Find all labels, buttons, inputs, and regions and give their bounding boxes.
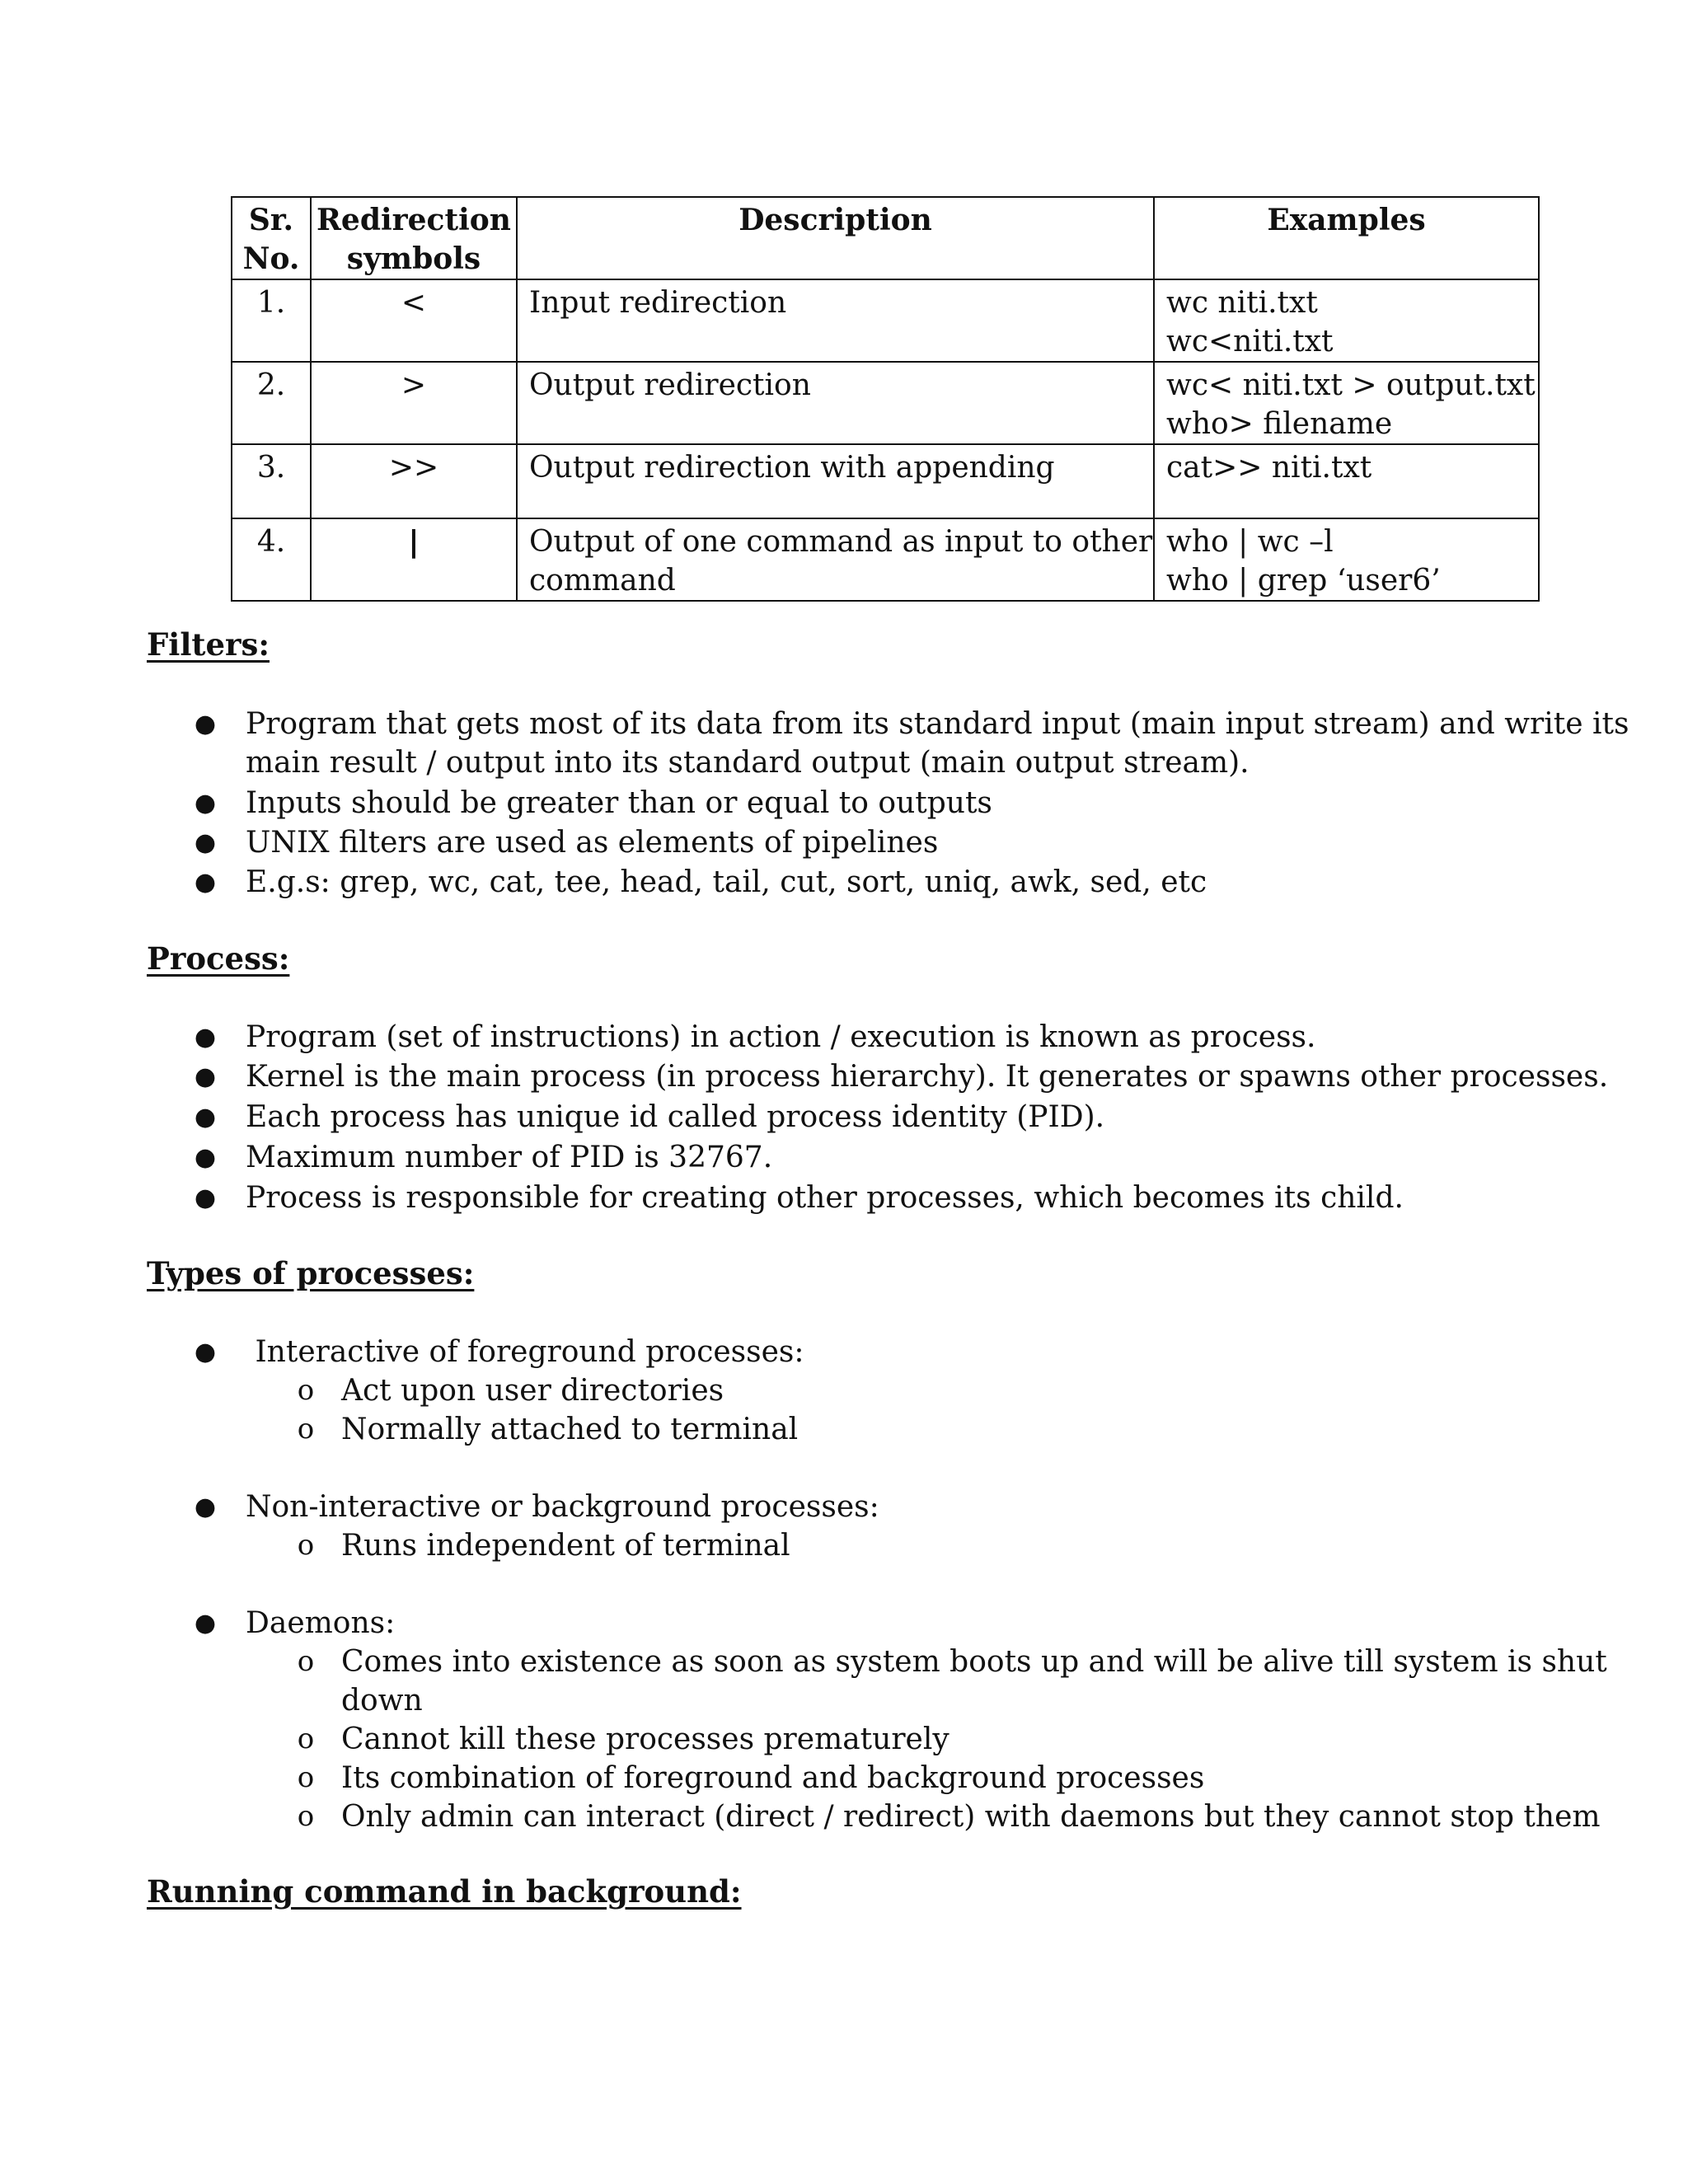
- types-heading: Types of processes:: [147, 1255, 475, 1291]
- sub-bullet-icon: o: [297, 1374, 315, 1407]
- list-item-text: Process is responsible for creating other processes, which becomes its child.: [246, 1181, 1404, 1215]
- bullet-icon: ●: [194, 1183, 217, 1212]
- bullet-icon: ●: [194, 868, 217, 897]
- sub-bullet-icon: o: [297, 1800, 315, 1833]
- cell-description-line: command: [529, 564, 676, 598]
- header-sym-line1: Redirection: [316, 203, 511, 237]
- cell-symbol: |: [311, 518, 517, 601]
- cell-symbol: <: [311, 279, 517, 362]
- example-line: who | grep ‘user6’: [1166, 564, 1441, 598]
- cell-description-line: Output of one command as input to other: [529, 525, 1153, 559]
- sub-list-item-text: Only admin can interact (direct / redirect) with daemons but they cannot stop them: [341, 1800, 1601, 1834]
- cell-sr: 3.: [232, 444, 311, 518]
- cell-description: [517, 279, 1154, 362]
- cell-sr: 2.: [232, 362, 311, 444]
- cell-symbol: >>: [311, 444, 517, 518]
- header-sr-line2: No.: [242, 241, 300, 276]
- cell-description-line: Output redirection: [529, 368, 811, 402]
- bullet-icon: ●: [194, 710, 217, 738]
- table-header-row: [232, 197, 1539, 279]
- sub-bullet-icon: o: [297, 1413, 315, 1446]
- sub-list-item-text: Normally attached to terminal: [341, 1413, 799, 1446]
- example-line: who | wc –l: [1166, 525, 1334, 559]
- header-examples: Examples: [1154, 197, 1539, 279]
- cell-symbol: >: [311, 362, 517, 444]
- header-sym-line2: symbols: [346, 241, 481, 276]
- table-row: [232, 279, 1539, 362]
- sub-list-item-text: Act upon user directories: [341, 1374, 724, 1408]
- table-row: [232, 518, 1539, 601]
- cell-examples: [1154, 518, 1539, 601]
- list-item-text: Kernel is the main process (in process hierarchy). It generates or spawns other processes.: [246, 1060, 1609, 1094]
- cell-examples: [1154, 444, 1539, 518]
- header-description: Description: [517, 197, 1154, 279]
- table-row: [232, 444, 1539, 518]
- table-row: [232, 362, 1539, 444]
- sub-bullet-icon: o: [297, 1645, 315, 1678]
- list-item-text: Program (set of instructions) in action / execution is known as process.: [246, 1020, 1316, 1054]
- cell-description: [517, 444, 1154, 518]
- example-line: wc< niti.txt > output.txt: [1166, 368, 1536, 402]
- cell-examples: [1154, 279, 1539, 362]
- sub-list-item-text: Its combination of foreground and background processes: [341, 1761, 1205, 1795]
- redirection-table: [231, 196, 1540, 602]
- sub-bullet-icon: o: [297, 1761, 315, 1794]
- sub-list-item-text: Comes into existence as soon as system boots up and will be alive till system is shut: [341, 1645, 1607, 1679]
- example-line: wc niti.txt: [1166, 286, 1318, 320]
- list-item-text: Program that gets most of its data from its standard input (main input stream) and write its: [246, 707, 1629, 741]
- cell-examples: [1154, 362, 1539, 444]
- list-item-text: Each process has unique id called process identity (PID).: [246, 1100, 1105, 1134]
- list-item-text: E.g.s: grep, wc, cat, tee, head, tail, cut, sort, uniq, awk, sed, etc: [246, 865, 1207, 899]
- sub-list-item-text: Runs independent of terminal: [341, 1529, 790, 1563]
- bullet-icon: ●: [194, 1023, 217, 1052]
- running-heading: Running command in background:: [147, 1873, 742, 1910]
- header-sr-no: [232, 197, 311, 279]
- cell-description: [517, 518, 1154, 601]
- cell-description-line: Output redirection with appending: [529, 451, 1055, 485]
- cell-description-line: Input redirection: [529, 286, 787, 320]
- bullet-icon: ●: [194, 1609, 217, 1638]
- list-item-text: Maximum number of PID is 32767.: [246, 1141, 773, 1174]
- bullet-icon: ●: [194, 1493, 217, 1521]
- list-item-text: Daemons:: [246, 1606, 396, 1640]
- bullet-icon: ●: [194, 1338, 217, 1366]
- list-item-text: Interactive of foreground processes:: [246, 1335, 804, 1369]
- bullet-icon: ●: [194, 1103, 217, 1132]
- example-line: who> filename: [1166, 407, 1393, 441]
- list-item-text: Non-interactive or background processes:: [246, 1490, 879, 1524]
- cell-description: [517, 362, 1154, 444]
- example-line: wc<niti.txt: [1166, 325, 1334, 359]
- filters-heading: Filters:: [147, 626, 270, 663]
- bullet-icon: ●: [194, 1062, 217, 1091]
- sub-bullet-icon: o: [297, 1722, 315, 1755]
- example-line: cat>> niti.txt: [1166, 451, 1372, 485]
- sub-bullet-icon: o: [297, 1529, 315, 1562]
- list-item-text: Inputs should be greater than or equal to outputs: [246, 786, 992, 820]
- list-item-text: UNIX filters are used as elements of pipelines: [246, 826, 939, 860]
- cell-sr: 1.: [232, 279, 311, 362]
- process-heading: Process:: [147, 940, 290, 977]
- bullet-icon: ●: [194, 789, 217, 818]
- bullet-icon: ●: [194, 1143, 217, 1172]
- sub-list-item-text: down: [341, 1684, 423, 1718]
- bullet-icon: ●: [194, 828, 217, 857]
- header-redirection-symbols: [311, 197, 517, 279]
- cell-sr: 4.: [232, 518, 311, 601]
- header-sr-line1: Sr.: [248, 203, 294, 237]
- list-item-text: main result / output into its standard output (main output stream).: [246, 746, 1250, 780]
- sub-list-item-text: Cannot kill these processes prematurely: [341, 1722, 950, 1756]
